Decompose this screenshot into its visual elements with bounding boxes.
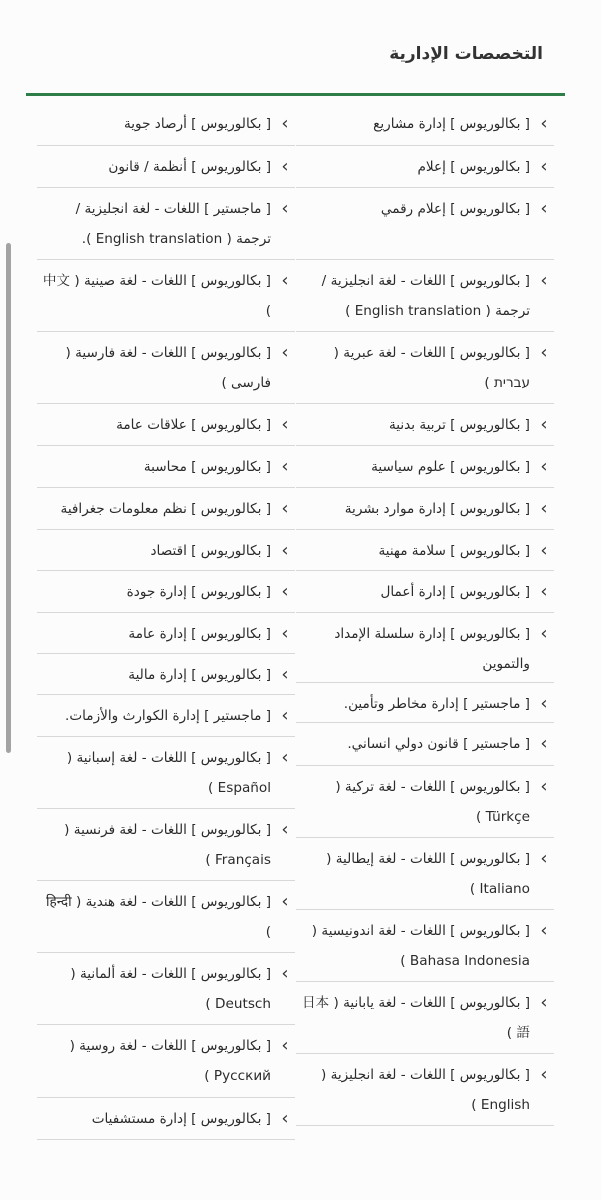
major-link[interactable] (296, 683, 554, 723)
major-label: [ بكالوريوس ] إدارة مالية (128, 667, 271, 683)
chevron-left-icon: › (540, 1064, 548, 1085)
major-label: [ بكالوريوس ] اللغات - لغة فارسية ( فارسى ) (65, 345, 271, 391)
major-label: [ بكالوريوس ] اللغات - لغة تركية ( Türkçe ) (335, 779, 530, 825)
chevron-left-icon: › (540, 270, 548, 291)
major-label: [ بكالوريوس ] إدارة سلسلة الإمداد والتموين (334, 626, 530, 672)
major-label: [ ماجستير ] قانون دولي انساني. (347, 736, 530, 752)
major-label: [ بكالوريوس ] علوم سياسية (371, 459, 530, 475)
chevron-left-icon: › (281, 623, 289, 644)
major-link[interactable] (37, 737, 295, 809)
chevron-left-icon: › (540, 848, 548, 869)
major-link[interactable] (37, 1098, 295, 1140)
chevron-left-icon: › (540, 198, 548, 219)
major-link[interactable] (296, 446, 554, 488)
major-link[interactable] (37, 188, 295, 260)
chevron-left-icon: › (281, 414, 289, 435)
major-label: [ بكالوريوس ] اللغات - لغة هندية ( हिन्दी ) (45, 894, 271, 940)
major-label: [ بكالوريوس ] إعلام رقمي (380, 201, 530, 217)
major-label: [ بكالوريوس ] أرصاد جوية (123, 116, 271, 132)
major-label: [ بكالوريوس ] اللغات - لغة اندونيسية ( Bahasa Indonesia ) (311, 923, 530, 969)
major-label: [ بكالوريوس ] محاسبة (143, 459, 271, 475)
chevron-left-icon: › (281, 963, 289, 984)
major-label: [ بكالوريوس ] اللغات - لغة يابانية ( 日本語 ) (301, 995, 530, 1041)
major-label: [ بكالوريوس ] اللغات - لغة عبرية ( עברית ) (333, 345, 530, 391)
major-link[interactable] (296, 332, 554, 404)
major-link[interactable] (296, 260, 554, 332)
major-label: [ بكالوريوس ] إدارة جودة (126, 584, 271, 600)
major-link[interactable] (296, 530, 554, 571)
major-link[interactable] (37, 146, 295, 188)
chevron-left-icon: › (540, 113, 548, 134)
chevron-left-icon: › (540, 623, 548, 644)
chevron-left-icon: › (281, 705, 289, 726)
chevron-left-icon: › (540, 456, 548, 477)
major-label: [ بكالوريوس ] اللغات - لغة إيطالية ( Italiano ) (326, 851, 530, 897)
major-label: [ بكالوريوس ] اللغات - لغة ألمانية ( Deutsch ) (70, 966, 271, 1012)
chevron-left-icon: › (281, 747, 289, 768)
major-link[interactable] (296, 766, 554, 838)
major-link[interactable] (37, 260, 295, 332)
major-label: [ ماجستير ] اللغات - لغة انجليزية / ترجمة ( English translation ). (75, 201, 271, 247)
chevron-left-icon: › (540, 733, 548, 754)
major-link[interactable] (37, 695, 295, 737)
major-link[interactable] (37, 1025, 295, 1098)
chevron-left-icon: › (281, 664, 289, 685)
major-link[interactable] (296, 188, 554, 260)
major-label: [ بكالوريوس ] أنظمة / قانون (108, 159, 271, 175)
major-label: [ بكالوريوس ] علاقات عامة (116, 417, 271, 433)
major-label: [ بكالوريوس ] اللغات - لغة صينية ( 中文 ) (42, 273, 271, 319)
major-link[interactable] (296, 613, 554, 683)
major-link[interactable] (37, 571, 295, 613)
major-label: [ بكالوريوس ] إدارة عامة (128, 626, 271, 642)
major-label: [ بكالوريوس ] إدارة مشاريع (373, 116, 530, 132)
major-link[interactable] (37, 530, 295, 571)
chevron-left-icon: › (281, 156, 289, 177)
major-link[interactable] (296, 404, 554, 446)
page-title: التخصصات الإدارية (389, 44, 543, 64)
major-label: [ ماجستير ] إدارة مخاطر وتأمين. (343, 696, 530, 712)
chevron-left-icon: › (281, 456, 289, 477)
chevron-left-icon: › (540, 540, 548, 561)
major-link[interactable] (296, 103, 554, 146)
majors-list-right (296, 103, 554, 1126)
major-link[interactable] (296, 146, 554, 188)
major-link[interactable] (296, 488, 554, 530)
major-link[interactable] (296, 1054, 554, 1126)
scrollbar[interactable] (6, 243, 11, 753)
major-label: [ ماجستير ] إدارة الكوارث والأزمات. (65, 708, 271, 724)
major-label: [ بكالوريوس ] سلامة مهنية (378, 543, 530, 559)
major-label: [ بكالوريوس ] اللغات - لغة فرنسية ( Français ) (64, 822, 271, 868)
chevron-left-icon: › (281, 891, 289, 912)
major-label: [ بكالوريوس ] إدارة أعمال (380, 584, 530, 600)
major-link[interactable] (296, 838, 554, 910)
major-link[interactable] (37, 103, 295, 146)
chevron-left-icon: › (540, 776, 548, 797)
majors-list-left (37, 103, 295, 1140)
chevron-left-icon: › (281, 819, 289, 840)
chevron-left-icon: › (281, 1035, 289, 1056)
chevron-left-icon: › (540, 920, 548, 941)
chevron-left-icon: › (281, 581, 289, 602)
major-link[interactable] (37, 488, 295, 530)
major-link[interactable] (37, 881, 295, 953)
major-link[interactable] (296, 723, 554, 766)
chevron-left-icon: › (540, 342, 548, 363)
chevron-left-icon: › (281, 198, 289, 219)
major-link[interactable] (296, 571, 554, 613)
major-label: [ بكالوريوس ] إدارة موارد بشرية (344, 501, 530, 517)
major-link[interactable] (37, 654, 295, 695)
chevron-left-icon: › (281, 1108, 289, 1129)
chevron-left-icon: › (281, 540, 289, 561)
title-underline (26, 93, 565, 96)
major-label: [ بكالوريوس ] اقتصاد (150, 543, 271, 559)
major-label: [ بكالوريوس ] اللغات - لغة روسية ( Русский ) (69, 1038, 271, 1084)
chevron-left-icon: › (281, 342, 289, 363)
major-link[interactable] (37, 332, 295, 404)
major-link[interactable] (37, 953, 295, 1025)
chevron-left-icon: › (540, 498, 548, 519)
chevron-left-icon: › (281, 498, 289, 519)
major-link[interactable] (37, 809, 295, 881)
major-link[interactable] (37, 404, 295, 446)
chevron-left-icon: › (540, 156, 548, 177)
major-label: [ بكالوريوس ] اللغات - لغة إسبانية ( Español ) (66, 750, 271, 796)
major-label: [ بكالوريوس ] إعلام (417, 159, 530, 175)
major-link[interactable] (296, 982, 554, 1054)
major-label: [ بكالوريوس ] اللغات - لغة انجليزية ( English ) (320, 1067, 530, 1113)
major-link[interactable] (296, 910, 554, 982)
chevron-left-icon: › (281, 113, 289, 134)
chevron-left-icon: › (540, 414, 548, 435)
major-link[interactable] (37, 446, 295, 488)
chevron-left-icon: › (281, 270, 289, 291)
chevron-left-icon: › (540, 581, 548, 602)
major-label: [ بكالوريوس ] نظم معلومات جغرافية (60, 501, 271, 517)
major-label: [ بكالوريوس ] تربية بدنية (388, 417, 530, 433)
chevron-left-icon: › (540, 693, 548, 714)
major-label: [ بكالوريوس ] إدارة مستشفيات (91, 1111, 271, 1127)
chevron-left-icon: › (540, 992, 548, 1013)
major-label: [ بكالوريوس ] اللغات - لغة انجليزية / ترجمة ( English translation ) (321, 273, 530, 319)
major-link[interactable] (37, 613, 295, 654)
